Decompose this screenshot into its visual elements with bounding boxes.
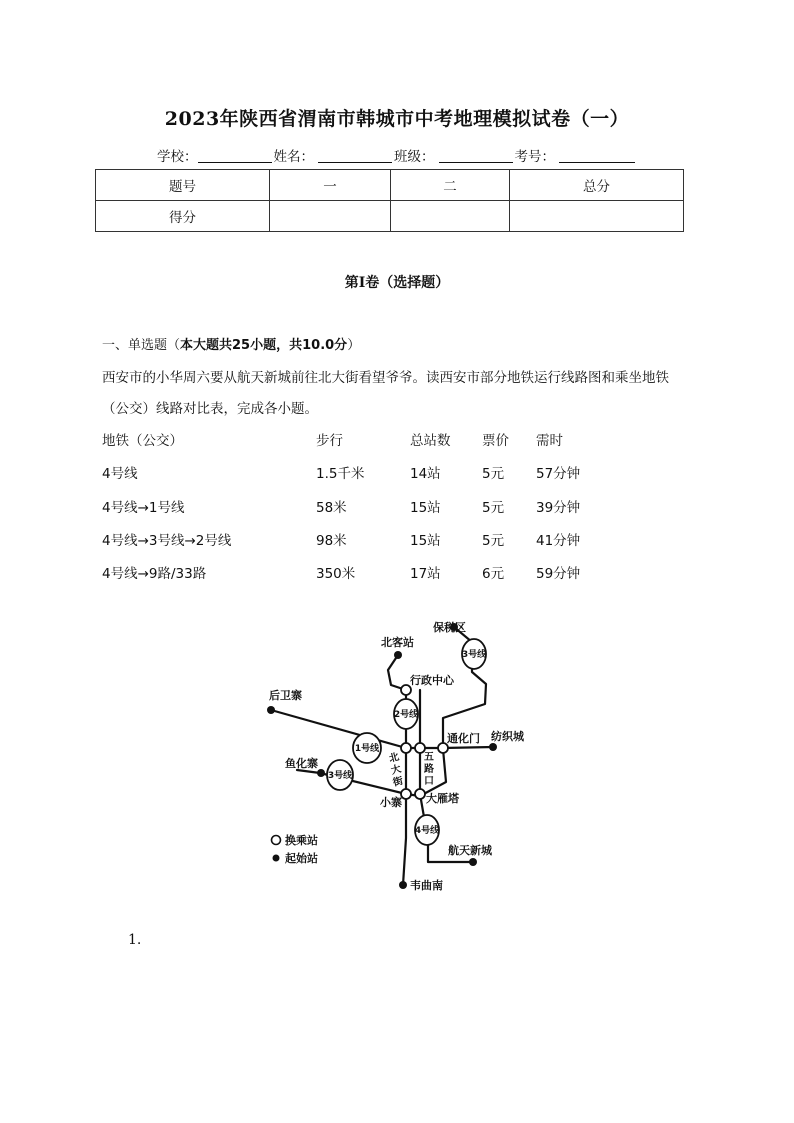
legend-transfer-label: 换乘站 (285, 834, 318, 847)
route-table-header (102, 429, 702, 449)
station-bao-shui-qu: 保税区 (433, 621, 466, 634)
route-cell: 57分钟 (536, 466, 581, 482)
route-cell: 4号线→3号线→2号线 (102, 533, 232, 549)
station-xiao-zhai: 小寨 (380, 796, 402, 809)
station-hang-tian-xin-cheng: 航天新城 (448, 844, 492, 857)
intro-line-2: （公交）线路对比表，完成各小题。 (102, 401, 318, 417)
legend-origin-icon (273, 855, 280, 862)
intro-line-1: 西安市的小华周六要从航天新城前往北大街看望爷爷。读西安市部分地铁运行线路图和乘坐地铁 (102, 370, 669, 386)
line2-label: 2号线 (393, 710, 419, 720)
street-bei-da-jie-char: 北 (387, 751, 401, 765)
transfer-station-marker (401, 743, 411, 753)
line1-track (271, 710, 406, 748)
route-cell: 1.5千米 (316, 466, 365, 482)
score-table-score-row (96, 201, 684, 232)
score-cell[interactable] (510, 201, 684, 232)
route-header-cell: 地铁（公交） (102, 433, 183, 449)
street-wu-lu-kou-char: 路 (424, 764, 434, 775)
score-header-cell: 总分 (510, 170, 684, 201)
transfer-station-marker (401, 789, 411, 799)
class-blank[interactable] (439, 148, 513, 163)
route-table-row (102, 496, 702, 516)
transfer-station-marker (415, 789, 425, 799)
origin-station-marker (399, 881, 407, 889)
exam-no-blank[interactable] (559, 148, 635, 163)
name-blank[interactable] (318, 148, 392, 163)
route-table-row (102, 562, 702, 582)
school-label: 学校： (157, 149, 198, 165)
station-yu-hua-zhai: 鱼化寨 (285, 757, 318, 770)
score-table-header-row (96, 170, 684, 201)
station-fang-zhi-cheng: 纺织城 (491, 730, 524, 743)
route-header-cell: 票价 (482, 433, 509, 449)
route-cell: 350米 (316, 566, 356, 582)
station-tong-hua-men: 通化门 (447, 732, 480, 745)
question-group-heading (102, 334, 360, 353)
score-header-cell: 一 (270, 170, 391, 201)
route-header-cell: 需时 (536, 433, 563, 449)
map-legend (272, 833, 319, 865)
question-group-label: 一、单选题（ (102, 338, 181, 353)
score-cell[interactable] (270, 201, 391, 232)
question-group-detail: 本大题共25小题，共10.0分 (180, 338, 348, 353)
station-da-yan-ta: 大雁塔 (426, 792, 459, 805)
line1-label: 1号线 (354, 744, 380, 754)
route-cell: 5元 (482, 533, 505, 549)
legend-transfer-icon (272, 836, 281, 845)
route-header-cell: 总站数 (410, 433, 451, 449)
route-cell: 41分钟 (536, 533, 581, 549)
street-bei-da-jie-char: 大 (389, 763, 403, 777)
score-table (95, 169, 684, 232)
school-blank[interactable] (198, 148, 272, 163)
origin-station-marker (469, 858, 477, 866)
origin-station-marker (394, 651, 402, 659)
metro-map (250, 612, 550, 902)
question-number: 1. (128, 932, 142, 948)
street-wu-lu-kou-char: 口 (424, 776, 434, 787)
line4-label: 4号线 (414, 826, 440, 836)
exam-title: 2023年陕西省渭南市韩城市中考地理模拟试卷（一） (164, 108, 630, 130)
line3-west-label: 3号线 (327, 771, 353, 781)
line3-north-label: 3号线 (461, 650, 487, 660)
line2-south-track (403, 797, 406, 885)
route-cell: 5元 (482, 500, 505, 516)
route-cell: 14站 (410, 466, 441, 482)
route-header-cell: 步行 (316, 433, 343, 449)
route-cell: 15站 (410, 500, 441, 516)
legend-origin-label: 起始站 (285, 852, 318, 865)
route-cell: 17站 (410, 566, 441, 582)
name-label: 姓名： (273, 149, 314, 165)
score-row-label: 得分 (96, 201, 270, 232)
route-cell: 59分钟 (536, 566, 581, 582)
street-bei-da-jie-char: 街 (391, 775, 405, 789)
street-wu-lu-kou-char: 五 (424, 752, 434, 763)
student-info-line (0, 145, 794, 165)
section-title: 第I卷（选择题） (344, 275, 450, 291)
score-header-cell: 题号 (96, 170, 270, 201)
question-group-close: ） (347, 338, 361, 353)
class-label: 班级： (394, 149, 435, 165)
score-cell[interactable] (391, 201, 510, 232)
station-xing-zheng-zhong-xin: 行政中心 (410, 674, 454, 687)
origin-station-marker (317, 769, 325, 777)
station-hou-wei-zhai: 后卫寨 (269, 689, 302, 702)
route-cell: 39分钟 (536, 500, 581, 516)
route-cell: 98米 (316, 533, 347, 549)
route-cell: 5元 (482, 466, 505, 482)
route-cell: 4号线→9路/33路 (102, 566, 207, 582)
route-cell: 58米 (316, 500, 347, 516)
station-bei-ke-zhan: 北客站 (381, 636, 414, 649)
street-labels (388, 751, 434, 789)
route-cell: 6元 (482, 566, 505, 582)
exam-no-label: 考号： (514, 149, 555, 165)
route-cell: 4号线 (102, 466, 138, 482)
origin-station-marker (489, 743, 497, 751)
route-cell: 4号线→1号线 (102, 500, 185, 516)
route-table-row (102, 462, 702, 482)
origin-station-marker (267, 706, 275, 714)
route-table-row (102, 529, 702, 549)
station-wei-qu-nan: 韦曲南 (410, 879, 443, 892)
route-cell: 15站 (410, 533, 441, 549)
score-header-cell: 二 (391, 170, 510, 201)
